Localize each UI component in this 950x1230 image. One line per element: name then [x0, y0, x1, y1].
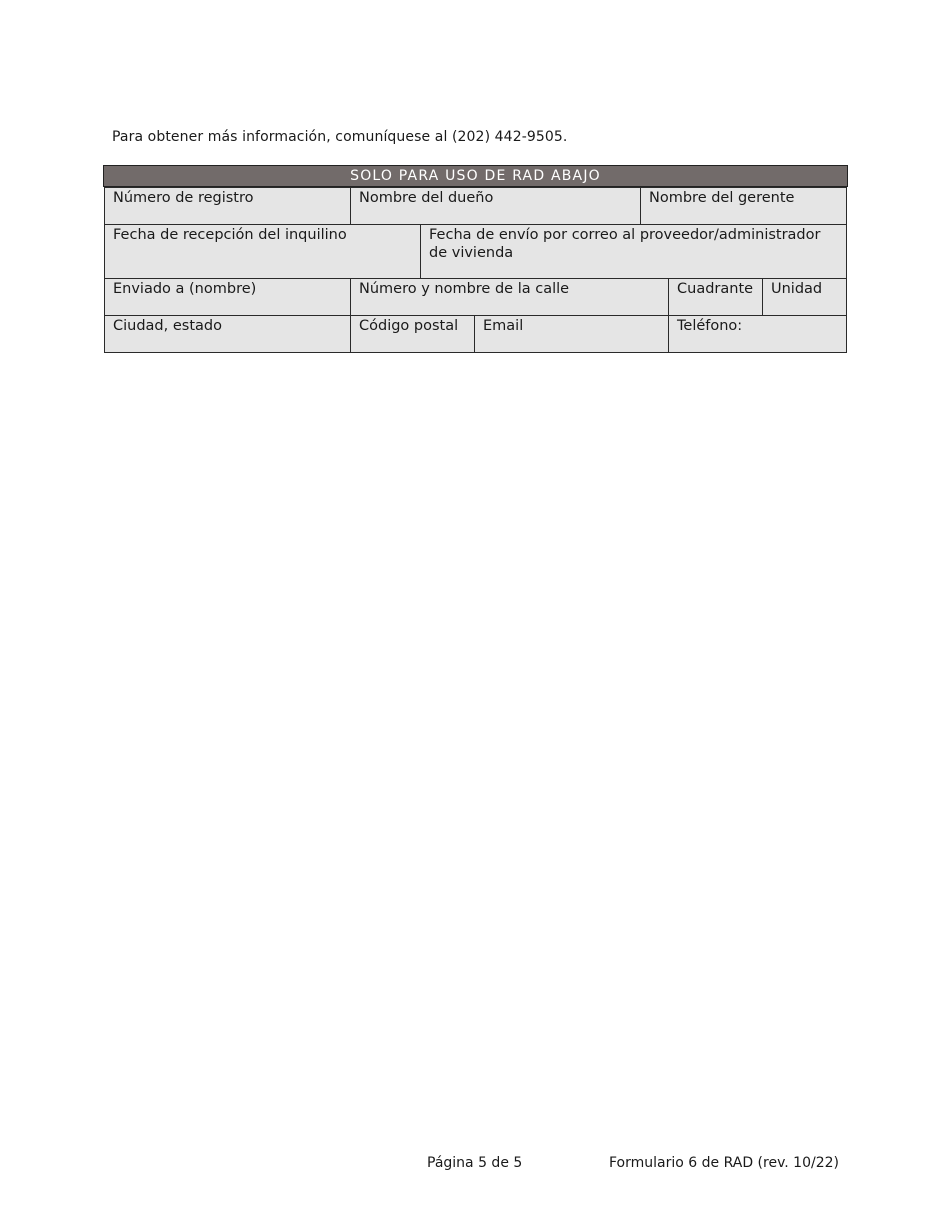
registration-number-field[interactable]: [105, 188, 351, 225]
form-header: SOLO PARA USO DE RAD ABAJO: [103, 165, 848, 187]
email-field[interactable]: [475, 316, 669, 353]
phone-label: Teléfono:: [677, 318, 743, 334]
unit-field[interactable]: [763, 279, 847, 316]
city-state-label: Ciudad, estado: [113, 318, 222, 334]
zip-field[interactable]: [351, 316, 475, 353]
form-row-3: [105, 279, 847, 316]
form-identifier: Formulario 6 de RAD (rev. 10/22): [609, 1155, 839, 1171]
rad-use-form: [103, 165, 848, 353]
form-row-2: [105, 225, 847, 279]
manager-name-field[interactable]: [641, 188, 847, 225]
tenant-receipt-date-field[interactable]: [105, 225, 421, 279]
mail-date-field[interactable]: [421, 225, 847, 279]
sent-to-label: Enviado a (nombre): [113, 281, 257, 297]
city-state-field[interactable]: [105, 316, 351, 353]
form-row-4: [105, 316, 847, 353]
form-row-1: [105, 188, 847, 225]
contact-info-text: Para obtener más información, comuníquese al (202) 442-9505.: [112, 129, 568, 145]
mail-date-label: Fecha de envío por correo al proveedor/administrador de vivienda: [429, 227, 821, 261]
phone-field[interactable]: [669, 316, 847, 353]
street-label: Número y nombre de la calle: [359, 281, 570, 297]
unit-label: Unidad: [771, 281, 823, 297]
registration-number-label: Número de registro: [113, 190, 254, 206]
street-field[interactable]: [351, 279, 669, 316]
rad-fields-table: [104, 187, 847, 353]
email-label: Email: [483, 318, 524, 334]
owner-name-label: Nombre del dueño: [359, 190, 494, 206]
page-number: Página 5 de 5: [427, 1155, 523, 1171]
owner-name-field[interactable]: [351, 188, 641, 225]
quadrant-label: Cuadrante: [677, 281, 754, 297]
manager-name-label: Nombre del gerente: [649, 190, 795, 206]
tenant-receipt-date-label: Fecha de recepción del inquilino: [113, 227, 347, 243]
zip-label: Código postal: [359, 318, 459, 334]
quadrant-field[interactable]: [669, 279, 763, 316]
sent-to-field[interactable]: [105, 279, 351, 316]
